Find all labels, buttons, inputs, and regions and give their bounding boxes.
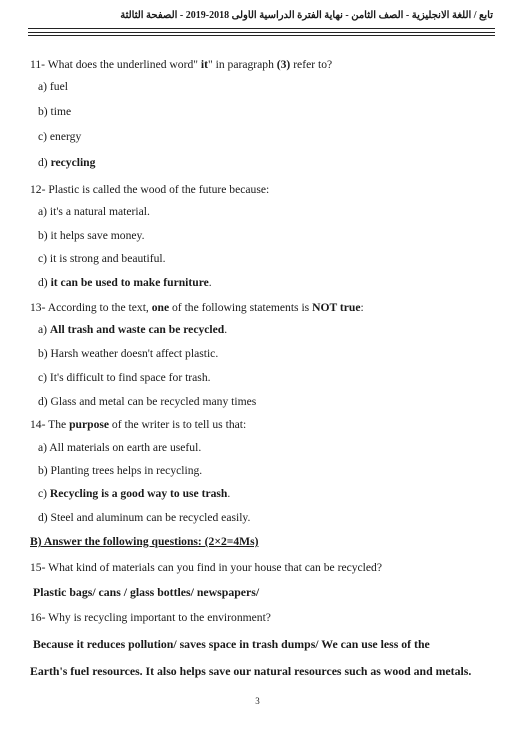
q11-option-c: c) energy: [38, 130, 82, 143]
question-text: 14- The: [30, 418, 70, 431]
question-13: [30, 301, 495, 315]
q12-option-c: c) it is strong and beautiful.: [38, 252, 166, 265]
question-text: :: [360, 301, 364, 314]
page-number: 3: [255, 696, 260, 706]
correct-answer: recycling: [50, 156, 96, 169]
question-emphasis: (3): [276, 58, 291, 71]
correct-answer: Recycling is a good way to use trash: [49, 487, 228, 500]
question-emphasis: one: [151, 301, 170, 314]
q14-option-b: b) Planting trees helps in recycling.: [38, 464, 203, 477]
q13-option-b: b) Harsh weather doesn't affect plastic.: [38, 347, 219, 360]
q14-option-d: d) Steel and aluminum can be recycled easily.: [38, 511, 251, 524]
correct-answer: All trash and waste can be recycled: [49, 323, 225, 336]
option-letter: c): [38, 487, 50, 500]
question-text: of the following statements is: [169, 301, 313, 314]
question-text: " in paragraph: [207, 58, 277, 71]
q12-option-a: a) it's a natural material.: [38, 205, 150, 218]
q13-option-d: d) Glass and metal can be recycled many times: [38, 395, 257, 408]
question-15: 15- What kind of materials can you find in your house that can be recycled?: [30, 561, 382, 574]
option-letter: d): [38, 156, 51, 169]
header-rule: [28, 28, 495, 29]
question-emphasis: it: [200, 58, 208, 71]
option-punctuation: .: [208, 276, 212, 289]
option-letter: a): [38, 323, 50, 336]
question-16: 16- Why is recycling important to the environment?: [30, 611, 271, 624]
q16-answer-line: Because it reduces pollution/ saves space in trash dumps/ We can use less of the: [33, 637, 430, 651]
question-text: refer to?: [290, 58, 333, 71]
q16-answer-paragraph: Earth's fuel resources. It also helps save our natural resources such as wood and metals.: [30, 664, 472, 678]
question-11: [30, 58, 495, 72]
question-text: of the writer is to tell us that:: [109, 418, 247, 431]
question-text: 11- What does the underlined word": [30, 58, 201, 71]
header-rule: [28, 32, 495, 33]
q13-option-a: [38, 323, 495, 337]
q14-option-c: [38, 487, 495, 501]
q11-option-a: a) fuel: [38, 80, 68, 93]
question-12: 12- Plastic is called the wood of the future because:: [30, 183, 270, 196]
correct-answer: it can be used to make furniture: [50, 276, 209, 289]
q11-option-d: [38, 156, 495, 170]
q14-option-a: a) All materials on earth are useful.: [38, 441, 202, 454]
question-text: 13- According to the text,: [30, 301, 152, 314]
header-rule: [28, 35, 495, 36]
page-header: تابع / اللغة الانجليزية - الصف الثامن - نهاية الفترة الدراسية الأولى 2018-2019 - الصفحة الثالثة: [120, 10, 493, 21]
question-emphasis: NOT true: [312, 301, 361, 314]
section-b-heading: B) Answer the following questions: (2×2=4Ms): [30, 535, 259, 548]
option-letter: d): [38, 276, 51, 289]
q12-option-d: [38, 276, 495, 290]
option-punctuation: .: [224, 323, 228, 336]
question-emphasis: purpose: [69, 418, 110, 431]
q13-option-c: c) It's difficult to find space for trash.: [38, 371, 211, 384]
q11-option-b: b) time: [38, 105, 72, 118]
q12-option-b: b) it helps save money.: [38, 229, 145, 242]
question-14: [30, 418, 495, 432]
q15-answer: Plastic bags/ cans / glass bottles/ newspapers/: [33, 585, 260, 599]
option-punctuation: .: [227, 487, 231, 500]
